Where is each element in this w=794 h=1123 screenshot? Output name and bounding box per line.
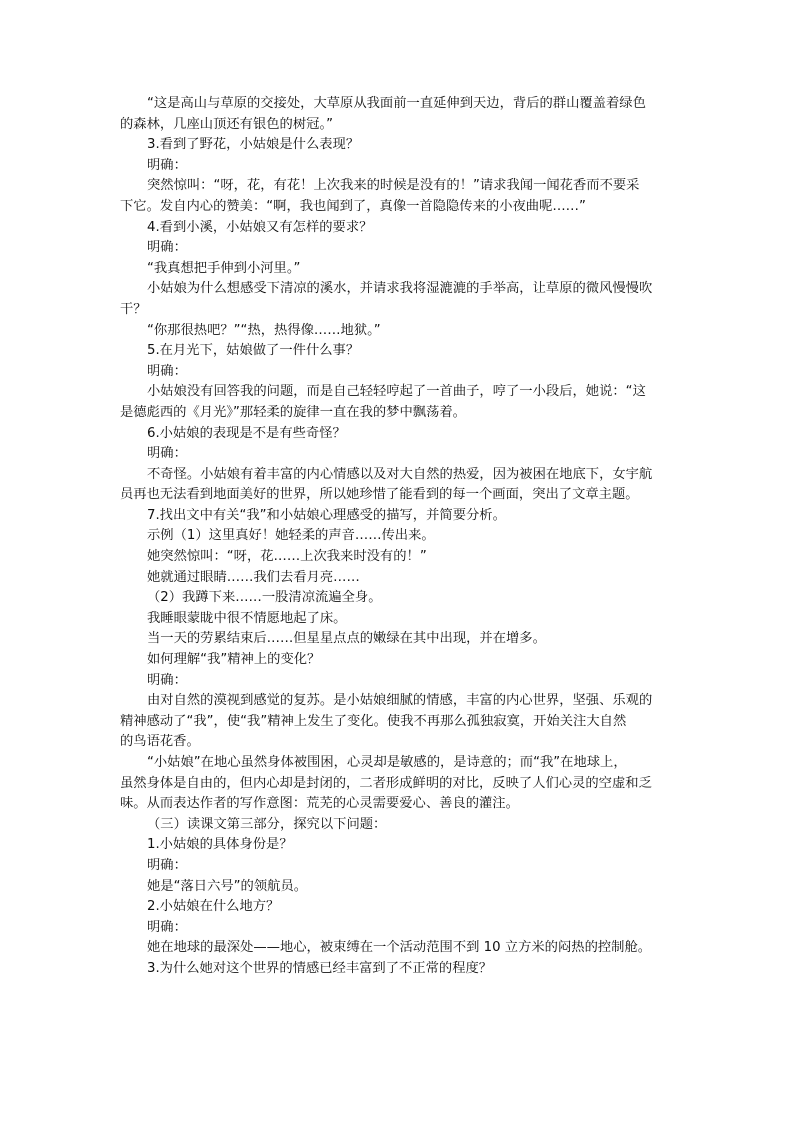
text-line: 味。从而表达作者的写作意图：荒芜的心灵需要爱心、善良的灌注。 bbox=[120, 796, 519, 812]
text-line: 明确： bbox=[147, 240, 187, 256]
text-line: （2）我蹲下来……一股清凉流遍全身。 bbox=[147, 590, 382, 606]
document-page bbox=[120, 94, 676, 980]
text-line: 不奇怪。小姑娘有着丰富的内心情感以及对大自然的热爱，因为被困在地底下，女宇航 bbox=[147, 466, 653, 482]
text-line: 示例（1）这里真好！她轻柔的声音……传出来。 bbox=[147, 528, 435, 544]
text-line: 的鸟语花香。 bbox=[120, 734, 200, 750]
text-line: 她是“落日六号”的领航员。 bbox=[147, 878, 308, 894]
text-line: 小姑娘为什么想感受下清凉的溪水，并请求我将湿漉漉的手举高，让草原的微风慢慢吹 bbox=[147, 281, 653, 297]
text-line: 她在地球的最深处——地心，被束缚在一个活动范围不到 10 立方米的闷热的控制舱。 bbox=[147, 940, 652, 956]
text-line: 虽然身体是自由的，但内心却是封闭的，二者形成鲜明的对比，反映了人们心灵的空虚和乏 bbox=[120, 775, 652, 791]
text-line: 由对自然的漠视到感觉的复苏。是小姑娘细腻的情感，丰富的内心世界，坚强、乐观的 bbox=[147, 693, 653, 709]
text-line: 明确： bbox=[147, 672, 187, 688]
text-line: 小姑娘没有回答我的问题，而是自己轻轻哼起了一首曲子，哼了一小段后，她说：“这 bbox=[147, 384, 646, 400]
text-line: 精神感动了“我”，使“我”精神上发生了变化。使我不再那么孤独寂寞，开始关注大自然 bbox=[120, 713, 627, 729]
text-line: 明确： bbox=[147, 157, 187, 173]
text-line: 4.看到小溪，小姑娘又有怎样的要求？ bbox=[147, 219, 373, 235]
text-line: 7.找出文中有关“我”和小姑娘心理感受的描写，并简要分析。 bbox=[147, 507, 506, 523]
text-line: 2.小姑娘在什么地方？ bbox=[147, 899, 280, 915]
text-line: 员再也无法看到地面美好的世界，所以她珍惜了能看到的每一个画面，突出了文章主题。 bbox=[120, 487, 639, 503]
text-line: 1.小姑娘的具体身份是？ bbox=[147, 837, 293, 853]
text-line: 6.小姑娘的表现是不是有些奇怪？ bbox=[147, 425, 346, 441]
text-line: 明确： bbox=[147, 446, 187, 462]
text-line: 她就通过眼睛……我们去看月亮…… bbox=[147, 569, 360, 585]
text-line: 我睡眼蒙眬中很不情愿地起了床。 bbox=[147, 610, 347, 626]
text-line: 是德彪西的《月光》”那轻柔的旋律一直在我的梦中飘荡着。 bbox=[120, 404, 466, 420]
text-line: 3.为什么她对这个世界的情感已经丰富到了不正常的程度？ bbox=[147, 960, 493, 976]
text-line: 如何理解“我”精神上的变化？ bbox=[147, 652, 321, 668]
text-line: “你那很热吧？”“热，热得像……地狱。” bbox=[147, 322, 381, 338]
text-line: “小姑娘”在地心虽然身体被围困，心灵却是敏感的，是诗意的；而“我”在地球上， bbox=[147, 755, 627, 770]
text-line: 3.看到了野花，小姑娘是什么表现？ bbox=[147, 137, 360, 153]
text-line: 5.在月光下，姑娘做了一件什么事？ bbox=[147, 343, 360, 359]
text-line: 明确： bbox=[147, 363, 187, 379]
text-line: 当一天的劳累结束后……但星星点点的嫩绿在其中出现，并在增多。 bbox=[147, 631, 546, 647]
text-line: 她突然惊叫：“呀，花……上次我来时没有的！” bbox=[147, 549, 427, 565]
text-line: 干？ bbox=[120, 301, 147, 317]
text-line: 突然惊叫：“呀，花，有花！上次我来的时候是没有的！”请求我闻一闻花香而不要采 bbox=[147, 178, 640, 194]
text-line: “我真想把手伸到小河里。” bbox=[147, 260, 301, 276]
text-line: （三）读课文第三部分，探究以下问题： bbox=[147, 816, 387, 832]
text-line: 明确： bbox=[147, 919, 187, 935]
text-line: “这是高山与草原的交接处，大草原从我面前一直延伸到天边，背后的群山覆盖着绿色 bbox=[147, 96, 646, 111]
text-line: 下它。发自内心的赞美：“啊，我也闻到了，真像一首隐隐传来的小夜曲呢……” bbox=[120, 198, 586, 214]
text-line: 的森林，几座山顶还有银色的树冠。” bbox=[120, 116, 333, 132]
text-line: 明确： bbox=[147, 857, 187, 873]
